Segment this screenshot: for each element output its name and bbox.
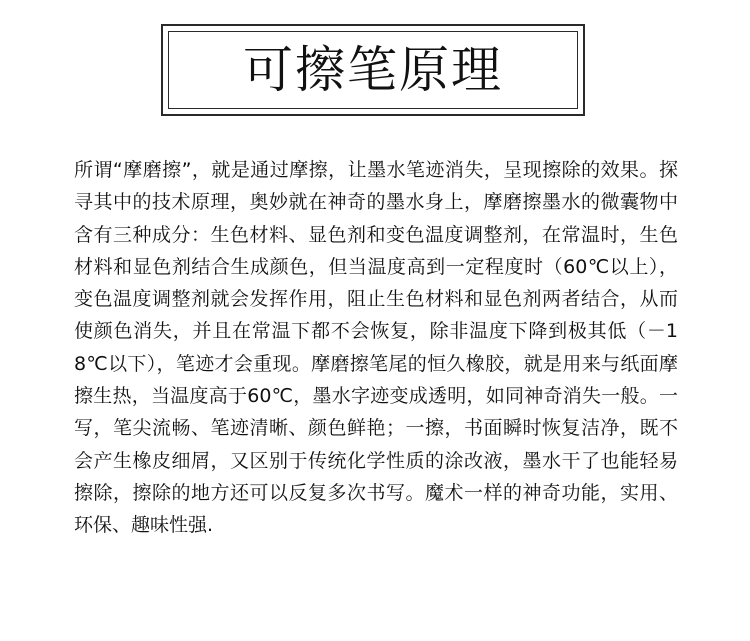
title-frame	[161, 24, 585, 116]
body-paragraph: 所谓“摩磨擦”，就是通过摩擦，让墨水笔迹消失，呈现擦除的效果。探寻其中的技术原理，奥妙就在神奇的墨水身上，摩磨擦墨水的微囊物中含有三种成分：生色材料、显色剂和变色温度调整剂，在常温时，生色材料和显色剂结合生成颜色，但当温度高到一定程度时（60℃以上），变色温度调整剂就会发挥作用，阻止生色材料和显色剂两者结合，从而使颜色消失，并且在常温下都不会恢复，除非温度下降到极其低（－18℃以下），笔迹才会重现。摩磨擦笔尾的恒久橡胶，就是用来与纸面摩擦生热，当温度高于60℃，墨水字迹变成透明，如同神奇消失一般。一写，笔尖流畅、笔迹清晰、颜色鲜艳；一擦，书面瞬时恢复洁净，既不会产生橡皮细屑，又区别于传统化学性质的涂改液，墨水干了也能轻易擦除，擦除的地方还可以反复多次书写。魔术一样的神奇功能，实用、环保、趣味性强.	[74, 159, 678, 537]
page-title: 可擦笔原理	[243, 41, 503, 99]
title-frame-inner	[168, 31, 578, 109]
